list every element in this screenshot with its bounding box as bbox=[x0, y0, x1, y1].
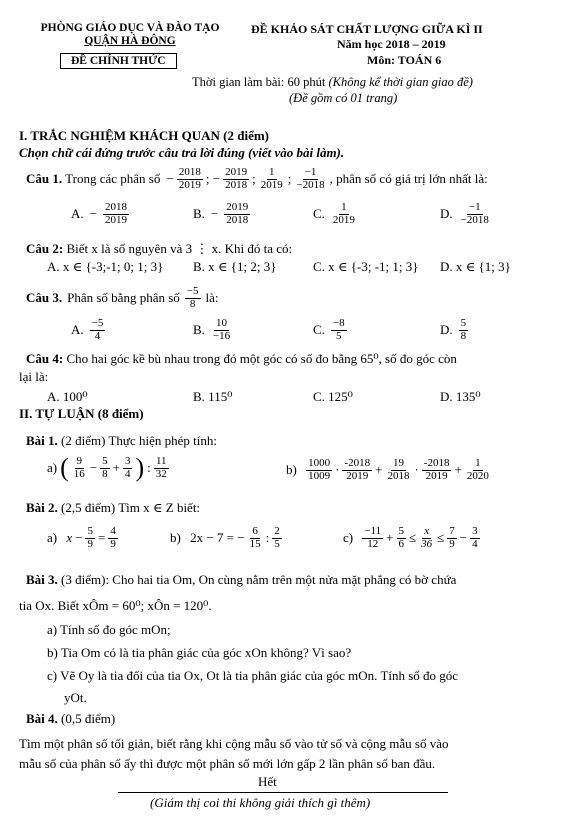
q1-option-a: A. − $\frac{2018}{2019}$ bbox=[71, 201, 127, 226]
q2-option-c: C. x ∈ {-3; -1; 1; 3} bbox=[313, 259, 419, 274]
exercise-1: Bài 1. (2 điểm) Thực hiện phép tính: bbox=[26, 433, 217, 448]
q3-option-a: A. $\frac{-5}{4}$ bbox=[71, 317, 104, 342]
q4-option-c: C. 125⁰ bbox=[313, 389, 353, 404]
district-name: QUẬN HÀ ĐÔNG bbox=[84, 35, 176, 47]
exercise-1a: a) ( $\frac{9}{16}$ − $\frac{5}{8}$ + $\frac{3}{4}$ ) : $\frac{11}{32}$ bbox=[47, 453, 167, 482]
time-info: Thời gian làm bài: 60 phút (Không kể thời gian giao đề) bbox=[192, 75, 473, 89]
exercise-3c-line2: yOt. bbox=[64, 690, 87, 705]
q2-option-d: D. x ∈ {1; 3} bbox=[440, 259, 511, 274]
exercise-4-line2: mẫu số của phân số ấy thì được một phân số mới lớn gấp 2 lần phân số ban đầu. bbox=[19, 756, 436, 771]
school-year: Năm học 2018 – 2019 bbox=[337, 37, 446, 51]
exercise-2a: a) x − $\frac{5}{9}$ = $\frac{4}{9}$ bbox=[47, 525, 116, 550]
exercise-4: Bài 4. (0,5 điểm) bbox=[26, 711, 116, 726]
q3-option-c: C. $\frac{-8}{5}$ bbox=[313, 317, 345, 342]
question-2: Câu 2: Biết x là số nguyên và 3 ⋮ x. Khi đó ta có: bbox=[26, 241, 293, 256]
question-1: Câu 1. Trong các phân số − $\frac{2018}{2019}$ ; − $\frac{2019}{2018}$ ; $\frac{1}{2019}$ ; $\frac{-1}{-2018}$ , phân số có giá trị lớn nhất là: bbox=[26, 166, 488, 191]
part1-heading: I. TRẮC NGHIỆM KHÁCH QUAN (2 điểm) bbox=[19, 128, 270, 143]
exercise-3a: a) Tính số đo góc mOn; bbox=[47, 622, 171, 637]
q1-option-c: C. $\frac{1}{2019}$ bbox=[313, 201, 355, 226]
q3-option-b: B. $\frac{10}{-16}$ bbox=[193, 317, 231, 342]
part2-heading: II. TỰ LUẬN (8 điểm) bbox=[19, 406, 144, 421]
exercise-3-line2: tia Ox. Biết xÔm = 60⁰; xÔn = 120⁰. bbox=[19, 598, 212, 613]
exercise-3: Bài 3. (3 điểm): Cho hai tia Om, On cùng nằm trên một nửa mặt phẳng có bờ chứa bbox=[26, 572, 457, 587]
q4-option-d: D. 135⁰ bbox=[440, 389, 481, 404]
official-exam-badge: ĐỀ CHÍNH THỨC bbox=[60, 53, 177, 69]
exercise-3c: c) Vẽ Oy là tia đối của tia Ox, Ot là tia phân giác của góc mOn. Tính số đo góc bbox=[47, 668, 459, 683]
q4-option-b: B. 115⁰ bbox=[193, 389, 233, 404]
exercise-3b: b) Tia Om có là tia phân giác của góc xOn không? Vì sao? bbox=[47, 645, 352, 660]
exercise-4-line1: Tìm một phân số tối giản, biết rằng khi cộng mẫu số vào tử số và cộng mẫu số vào bbox=[19, 736, 449, 751]
footer-divider bbox=[118, 792, 448, 793]
question-4: Câu 4: Cho hai góc kề bù nhau trong đó một góc có số đo bằng 65⁰, số đo góc còn bbox=[26, 351, 457, 366]
q2-option-a: A. x ∈ {-3;-1; 0; 1; 3} bbox=[47, 259, 164, 274]
footer-note: (Giám thị coi thi không giải thích gì thêm) bbox=[150, 795, 371, 810]
end-marker: Hết bbox=[258, 774, 277, 789]
pages-note: (Đề gồm có 01 trang) bbox=[289, 91, 398, 105]
part1-instruction: Chọn chữ cái đứng trước câu trả lời đúng (viết vào bài làm). bbox=[19, 145, 345, 160]
question-4-line2: lại là: bbox=[19, 369, 49, 384]
question-3: Câu 3. Phân số bằng phân số $\frac{-5}{8}$ là: bbox=[26, 285, 219, 310]
department-name: PHÒNG GIÁO DỤC VÀ ĐÀO TẠO bbox=[40, 22, 220, 34]
exercise-2b: b) 2x − 7 = − $\frac{6}{15}$ : $\frac{2}{5}$ bbox=[170, 525, 280, 550]
q1-option-d: D. $\frac{-1}{-2018}$ bbox=[440, 201, 489, 226]
q1-option-b: B. − $\frac{2019}{2018}$ bbox=[193, 201, 249, 226]
exercise-2: Bài 2. (2,5 điểm) Tìm x ∈ Z biết: bbox=[26, 500, 201, 515]
subject: Môn: TOÁN 6 bbox=[367, 53, 442, 67]
q4-option-a: A. 100⁰ bbox=[47, 389, 88, 404]
q3-option-d: D. $\frac{5}{8}$ bbox=[440, 317, 467, 342]
exercise-1b: b) $\frac{1000}{1009}$ · $\frac{-2018}{2019}$ + $\frac{19}{2018}$ · $\frac{-2018}{2019}$ + $\frac{1}{2020}$ bbox=[286, 457, 489, 482]
q2-option-b: B. x ∈ {1; 2; 3} bbox=[193, 259, 277, 274]
exercise-2c: c) $\frac{-11}{12}$ + $\frac{5}{6}$ ≤ $\frac{x}{36}$ ≤ $\frac{7}{9}$ − $\frac{3}{4}$ bbox=[343, 525, 478, 550]
exam-title: ĐỀ KHẢO SÁT CHẤT LƯỢNG GIỮA KÌ II bbox=[251, 22, 483, 36]
